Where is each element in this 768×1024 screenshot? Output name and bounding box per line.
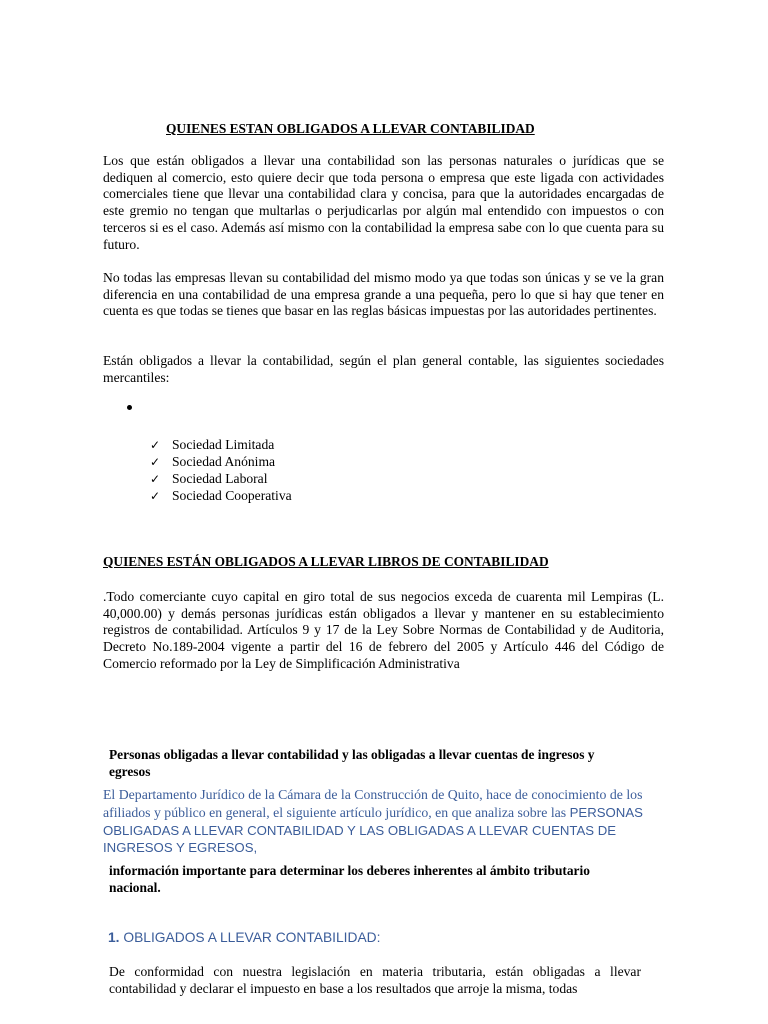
paragraph-departamento-juridico	[103, 786, 663, 857]
paragraph-legislacion: De conformidad con nuestra legislación en materia tributaria, están obligadas a llevar contabilidad y declarar el impuesto en base a los resultados que arroje la misma, todas	[109, 964, 641, 996]
bullet-icon	[127, 405, 132, 410]
section-heading-libros: QUIENES ESTÁN OBLIGADOS A LLEVAR LIBROS DE CONTABILIDAD	[103, 554, 549, 569]
list-item-label: Sociedad Limitada	[172, 437, 275, 452]
check-icon: ✓	[150, 488, 161, 503]
list-item	[150, 437, 292, 454]
list-item	[150, 488, 292, 505]
check-icon: ✓	[150, 471, 161, 486]
check-icon: ✓	[150, 438, 161, 452]
company-type-list	[150, 437, 292, 505]
title-heading: QUIENES ESTAN OBLIGADOS A LLEVAR CONTABILIDAD	[166, 121, 535, 136]
paragraph-informacion: información importante para determinar los deberes inherentes al ámbito tributario nacional.	[109, 863, 590, 895]
section-title: OBLIGADOS A LLEVAR CONTABILIDAD:	[123, 930, 381, 945]
caps-text: PERSONAS OBLIGADAS A LLEVAR CONTABILIDAD Y LAS OBLIGADAS A LLEVAR CUENTAS DE INGRESOS Y EGRESOS,	[103, 804, 643, 856]
list-item	[150, 454, 292, 471]
paragraph-intro: Los que están obligados a llevar una contabilidad son las personas naturales o jurídicas que se dediquen al comercio, esto quiere decir que toda persona o empresa que este ligada con actividades comerciales tiene que llevar una contabilidad clara y concisa, para que la autoridades encargadas de este gremio no tengan que multarlas o perjudicarlas por algún mal entendido con impuestos o con terceros si es el caso. Además así mismo con la contabilidad la empresa sabe con lo que cuenta para su futuro.	[103, 153, 664, 252]
section-heading-obligados	[108, 929, 380, 947]
list-item	[150, 471, 292, 488]
list-item-label: Sociedad Laboral	[172, 470, 268, 486]
intro-text: El Departamento Jurídico de la Cámara de la Construcción de Quito, hace de conocimiento de los afiliados y público en general, el siguiente artículo jurídico, en que analiza sobre las	[103, 787, 643, 820]
paragraph-empresas: No todas las empresas llevan su contabilidad del mismo modo ya que todas son únicas y se ve la gran diferencia en una contabilidad de una empresa grande a una pequeña, pero lo que si hay que tener en cuenta es que todas se tienes que basar en las reglas básicas impuestas por las autoridades pertinentes.	[103, 270, 664, 319]
section-number: 1.	[108, 930, 120, 945]
subtitle-personas-obligadas: Personas obligadas a llevar contabilidad y las obligadas a llevar cuentas de ingresos y egresos	[109, 747, 595, 779]
check-icon: ✓	[150, 454, 161, 469]
list-item-label: Sociedad Cooperativa	[172, 487, 292, 503]
list-item-label: Sociedad Anónima	[172, 453, 276, 469]
paragraph-obligados: Están obligados a llevar la contabilidad, según el plan general contable, las siguientes sociedades mercantiles:	[103, 353, 664, 385]
paragraph-comerciante: .Todo comerciante cuyo capital en giro total de sus negocios exceda de cuarenta mil Lempiras (L. 40,000.00) y demás personas jurídicas están obligados a llevar y mantener en su establecimiento registros de contabilidad. Artículos 9 y 17 de la Ley Sobre Normas de Contabilidad y de Auditoria, Decreto No.189-2004 vigente a partir del 16 de febrero del 2005 y Artículo 446 del Código de Comercio reformado por la Ley de Simplificación Administrativa	[103, 589, 664, 671]
